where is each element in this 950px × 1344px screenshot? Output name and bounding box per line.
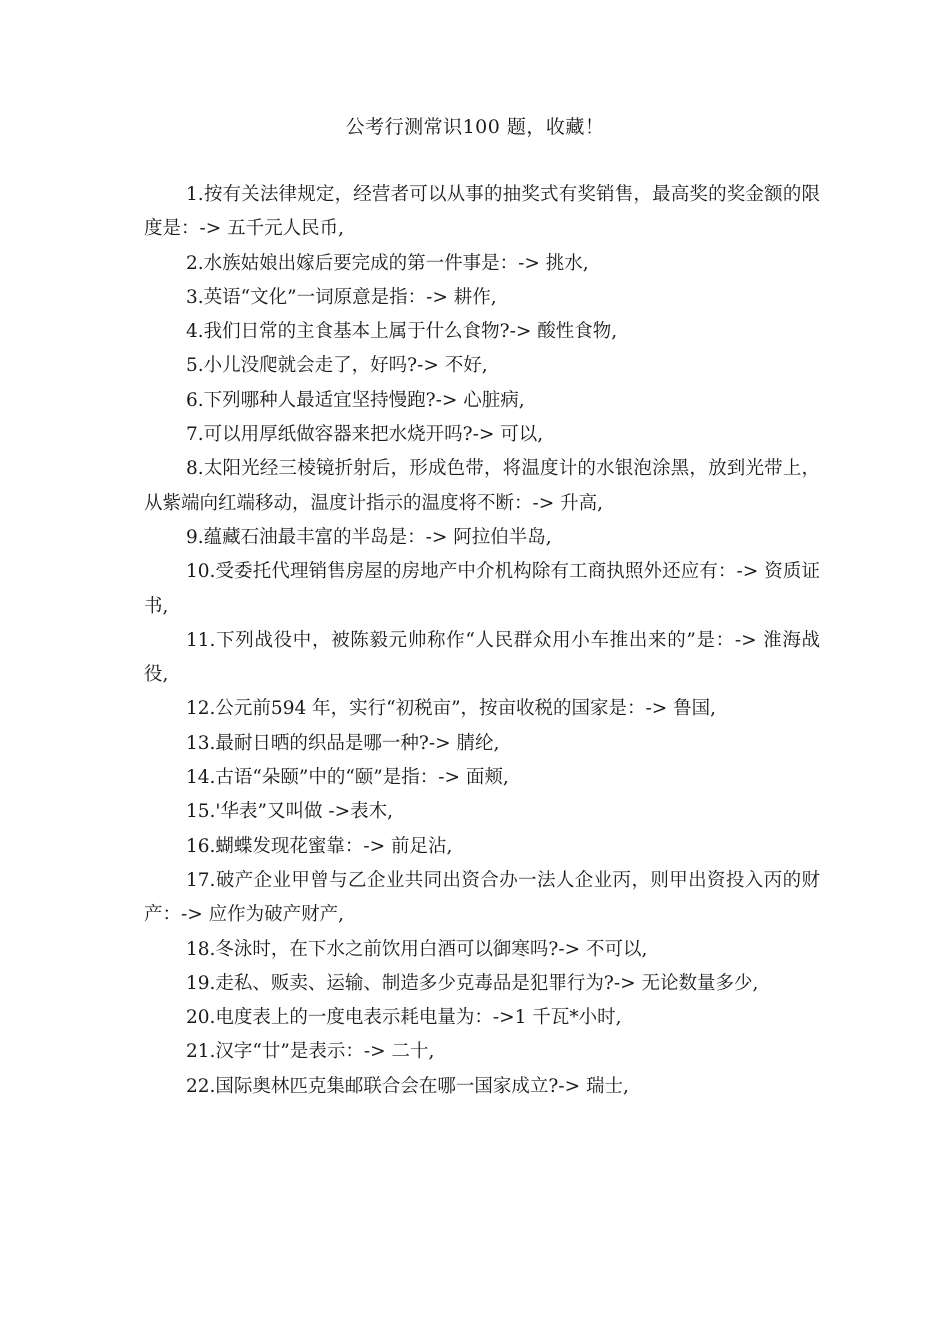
list-item: 8.太阳光经三棱镜折射后，形成色带，将温度计的水银泡涂黑，放到光带上，从紫端向红端移动，温度计指示的温度将不断：-> 升高, (144, 458, 820, 514)
question-list (144, 178, 820, 1104)
list-item: 10.受委托代理销售房屋的房地产中介机构除有工商执照外还应有：-> 资质证书, (144, 561, 820, 617)
list-item: 17.破产企业甲曾与乙企业共同出资合办一法人企业丙，则甲出资投入丙的财产：-> 应作为破产财产, (144, 869, 820, 926)
list-item: 13.最耐日晒的织品是哪一种?-> 腈纶, (186, 732, 500, 754)
list-item: 21.汉字“廿”是表示：-> 二十, (186, 1041, 435, 1063)
list-item: 12.公元前594 年，实行“初税亩”，按亩收税的国家是：-> 鲁国, (186, 698, 717, 720)
list-item: 4.我们日常的主食基本上属于什么食物?-> 酸性食物, (186, 321, 618, 343)
list-item: 7.可以用厚纸做容器来把水烧开吗?-> 可以, (186, 424, 544, 446)
list-item: 18.冬泳时，在下水之前饮用白酒可以御寒吗?-> 不可以, (186, 938, 648, 960)
list-item: 16.蝴蝶发现花蜜靠：-> 前足沾, (186, 835, 453, 857)
list-item: 22.国际奥林匹克集邮联合会在哪一国家成立?-> 瑞士, (186, 1075, 629, 1097)
list-item: 9.蕴藏石油最丰富的半岛是：-> 阿拉伯半岛, (186, 526, 552, 548)
list-item: 19.走私、贩卖、运输、制造多少克毒品是犯罪行为?-> 无论数量多少, (186, 972, 759, 994)
list-item: 20.电度表上的一度电表示耗电量为：->1 千瓦*小时, (186, 1007, 622, 1029)
list-item: 1.按有关法律规定，经营者可以从事的抽奖式有奖销售，最高奖的奖金额的限度是：-> 五千元人民币, (144, 184, 820, 240)
list-item: 14.古语“朵颐”中的“颐”是指：-> 面颊, (186, 767, 509, 789)
list-item: 15.'华表”又叫做 ->表木, (186, 801, 393, 823)
list-item: 3.英语“文化”一词原意是指：-> 耕作, (186, 286, 497, 308)
list-item: 5.小儿没爬就会走了，好吗?-> 不好, (186, 355, 488, 377)
list-item: 6.下列哪种人最适宜坚持慢跑?-> 心脏病, (186, 389, 525, 411)
list-item: 2.水族姑娘出嫁后要完成的第一件事是：-> 挑水, (186, 252, 589, 274)
list-item: 11.下列战役中，被陈毅元帅称作“人民群众用小车推出来的”是：-> 淮海战役, (144, 629, 820, 686)
page-title: 公考行测常识100 题，收藏！ (345, 116, 605, 138)
